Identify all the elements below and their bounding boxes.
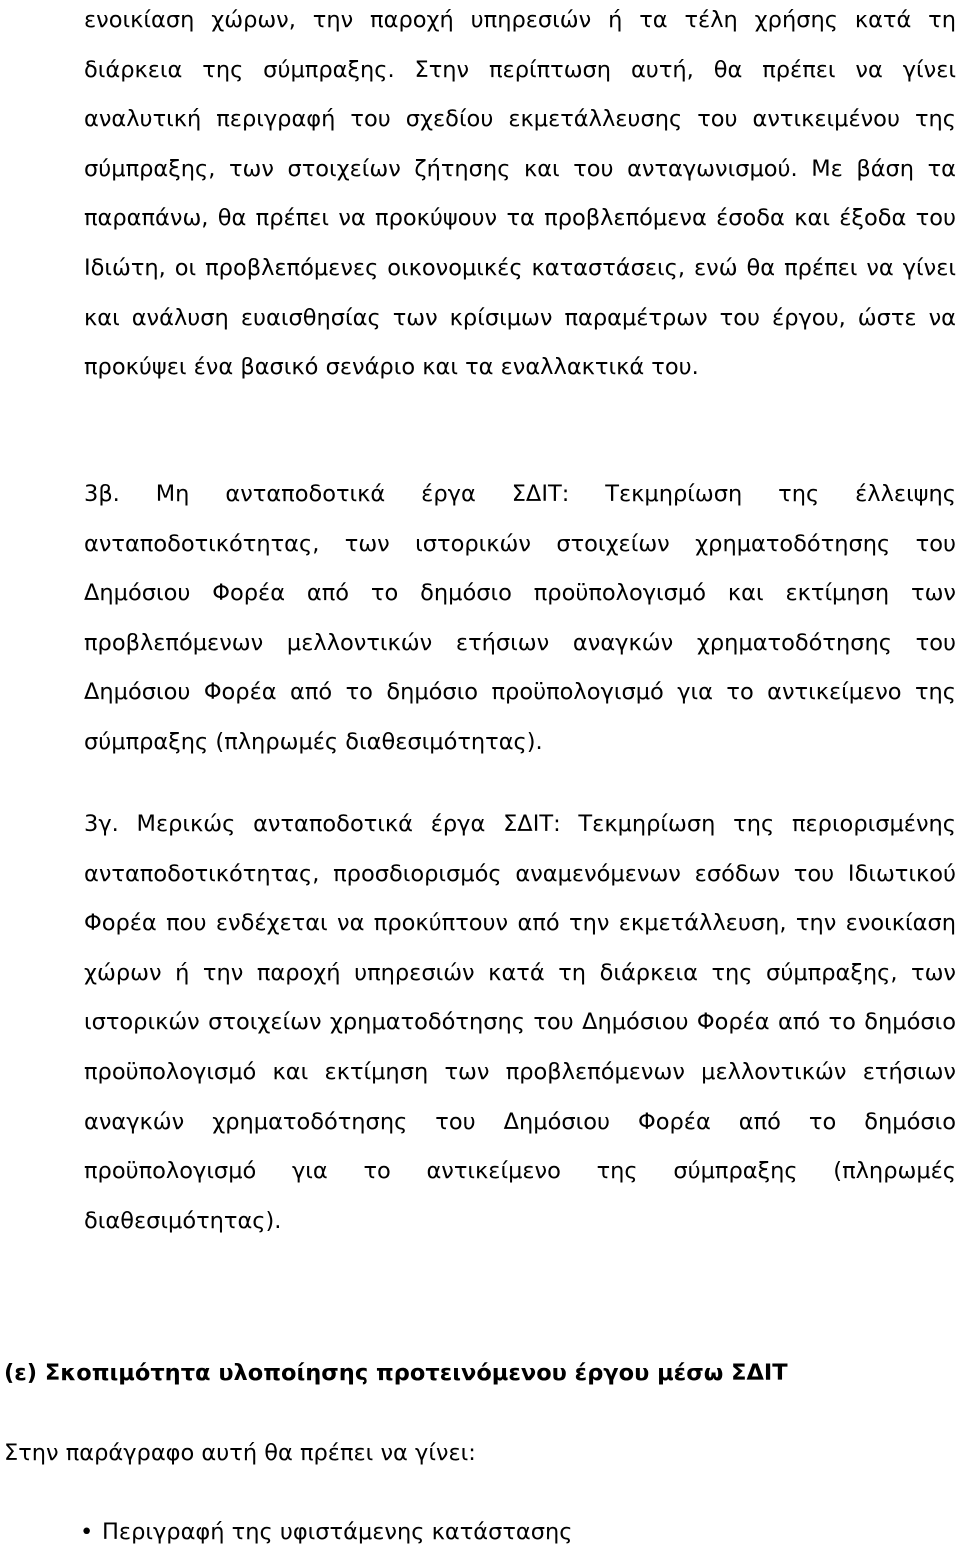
section-heading: (ε) Σκοπιμότητα υλοποίησης προτεινόμενου έργου μέσω ΣΔΙΤ: [4, 1360, 788, 1386]
bullet-text: Περιγραφή της υφιστάμενης κατάστασης: [102, 1519, 573, 1545]
paragraph-3b-non-revenue-projects: 3β. Μη ανταποδοτικά έργα ΣΔΙΤ: Τεκμηρίωση της έλλειψης ανταποδοτικότητας, των ιστορικών στοιχείων χρηματοδότησης του Δημόσιου Φορέα από το δημόσιο προϋπολογισμό και εκτίμηση των προβλεπόμενων μελλοντικών ετήσιων αναγκών χρηματοδότησης του Δημόσιου Φορέα από το δημόσιο προϋπολογισμό για το αντικείμενο της σύμπραξης (πληρωμές διαθεσιμότητας).: [84, 481, 956, 755]
list-item: [80, 1512, 950, 1552]
bullet-icon: •: [80, 1519, 94, 1545]
paragraph-revenue-analysis: ενοικίαση χώρων, την παροχή υπηρεσιών ή τα τέλη χρήσης κατά τη διάρκεια της σύμπραξης. Στην περίπτωση αυτή, θα πρέπει να γίνει αναλυτική περιγραφή του σχεδίου εκμετάλλευσης του αντικειμένου της σύμπραξης, των στοιχείων ζήτησης και του ανταγωνισμού. Με βάση τα παραπάνω, θα πρέπει να προκύψουν τα προβλεπόμενα έσοδα και έξοδα του Ιδιώτη, οι προβλεπόμενες οικονομικές καταστάσεις, ενώ θα πρέπει να γίνει και ανάλυση ευαισθησίας των κρίσιμων παραμέτρων του έργου, ώστε να προκύψει ένα βασικό σενάριο και τα εναλλακτικά του.: [84, 7, 956, 381]
bullet-list: [80, 1512, 950, 1552]
paragraph-3c-partial-revenue-projects: 3γ. Μερικώς ανταποδοτικά έργα ΣΔΙΤ: Τεκμηρίωση της περιορισμένης ανταποδοτικότητας, προσδιορισμός αναμενόμενων εσόδων του Ιδιωτικού Φορέα που ενδέχεται να προκύπτουν από την εκμετάλλευση, την ενοικίαση χώρων ή την παροχή υπηρεσιών κατά τη διάρκεια της σύμπραξης, των ιστορικών στοιχείων χρηματοδότησης του Δημόσιου Φορέα από το δημόσιο προϋπολογισμό και εκτίμηση των προβλεπόμενων μελλοντικών ετήσιων αναγκών χρηματοδότησης του Δημόσιου Φορέα από το δημόσιο προϋπολογισμό για το αντικείμενο της σύμπραξης (πληρωμές διαθεσιμότητας).: [84, 811, 956, 1234]
intro-line: Στην παράγραφο αυτή θα πρέπει να γίνει:: [4, 1440, 476, 1466]
